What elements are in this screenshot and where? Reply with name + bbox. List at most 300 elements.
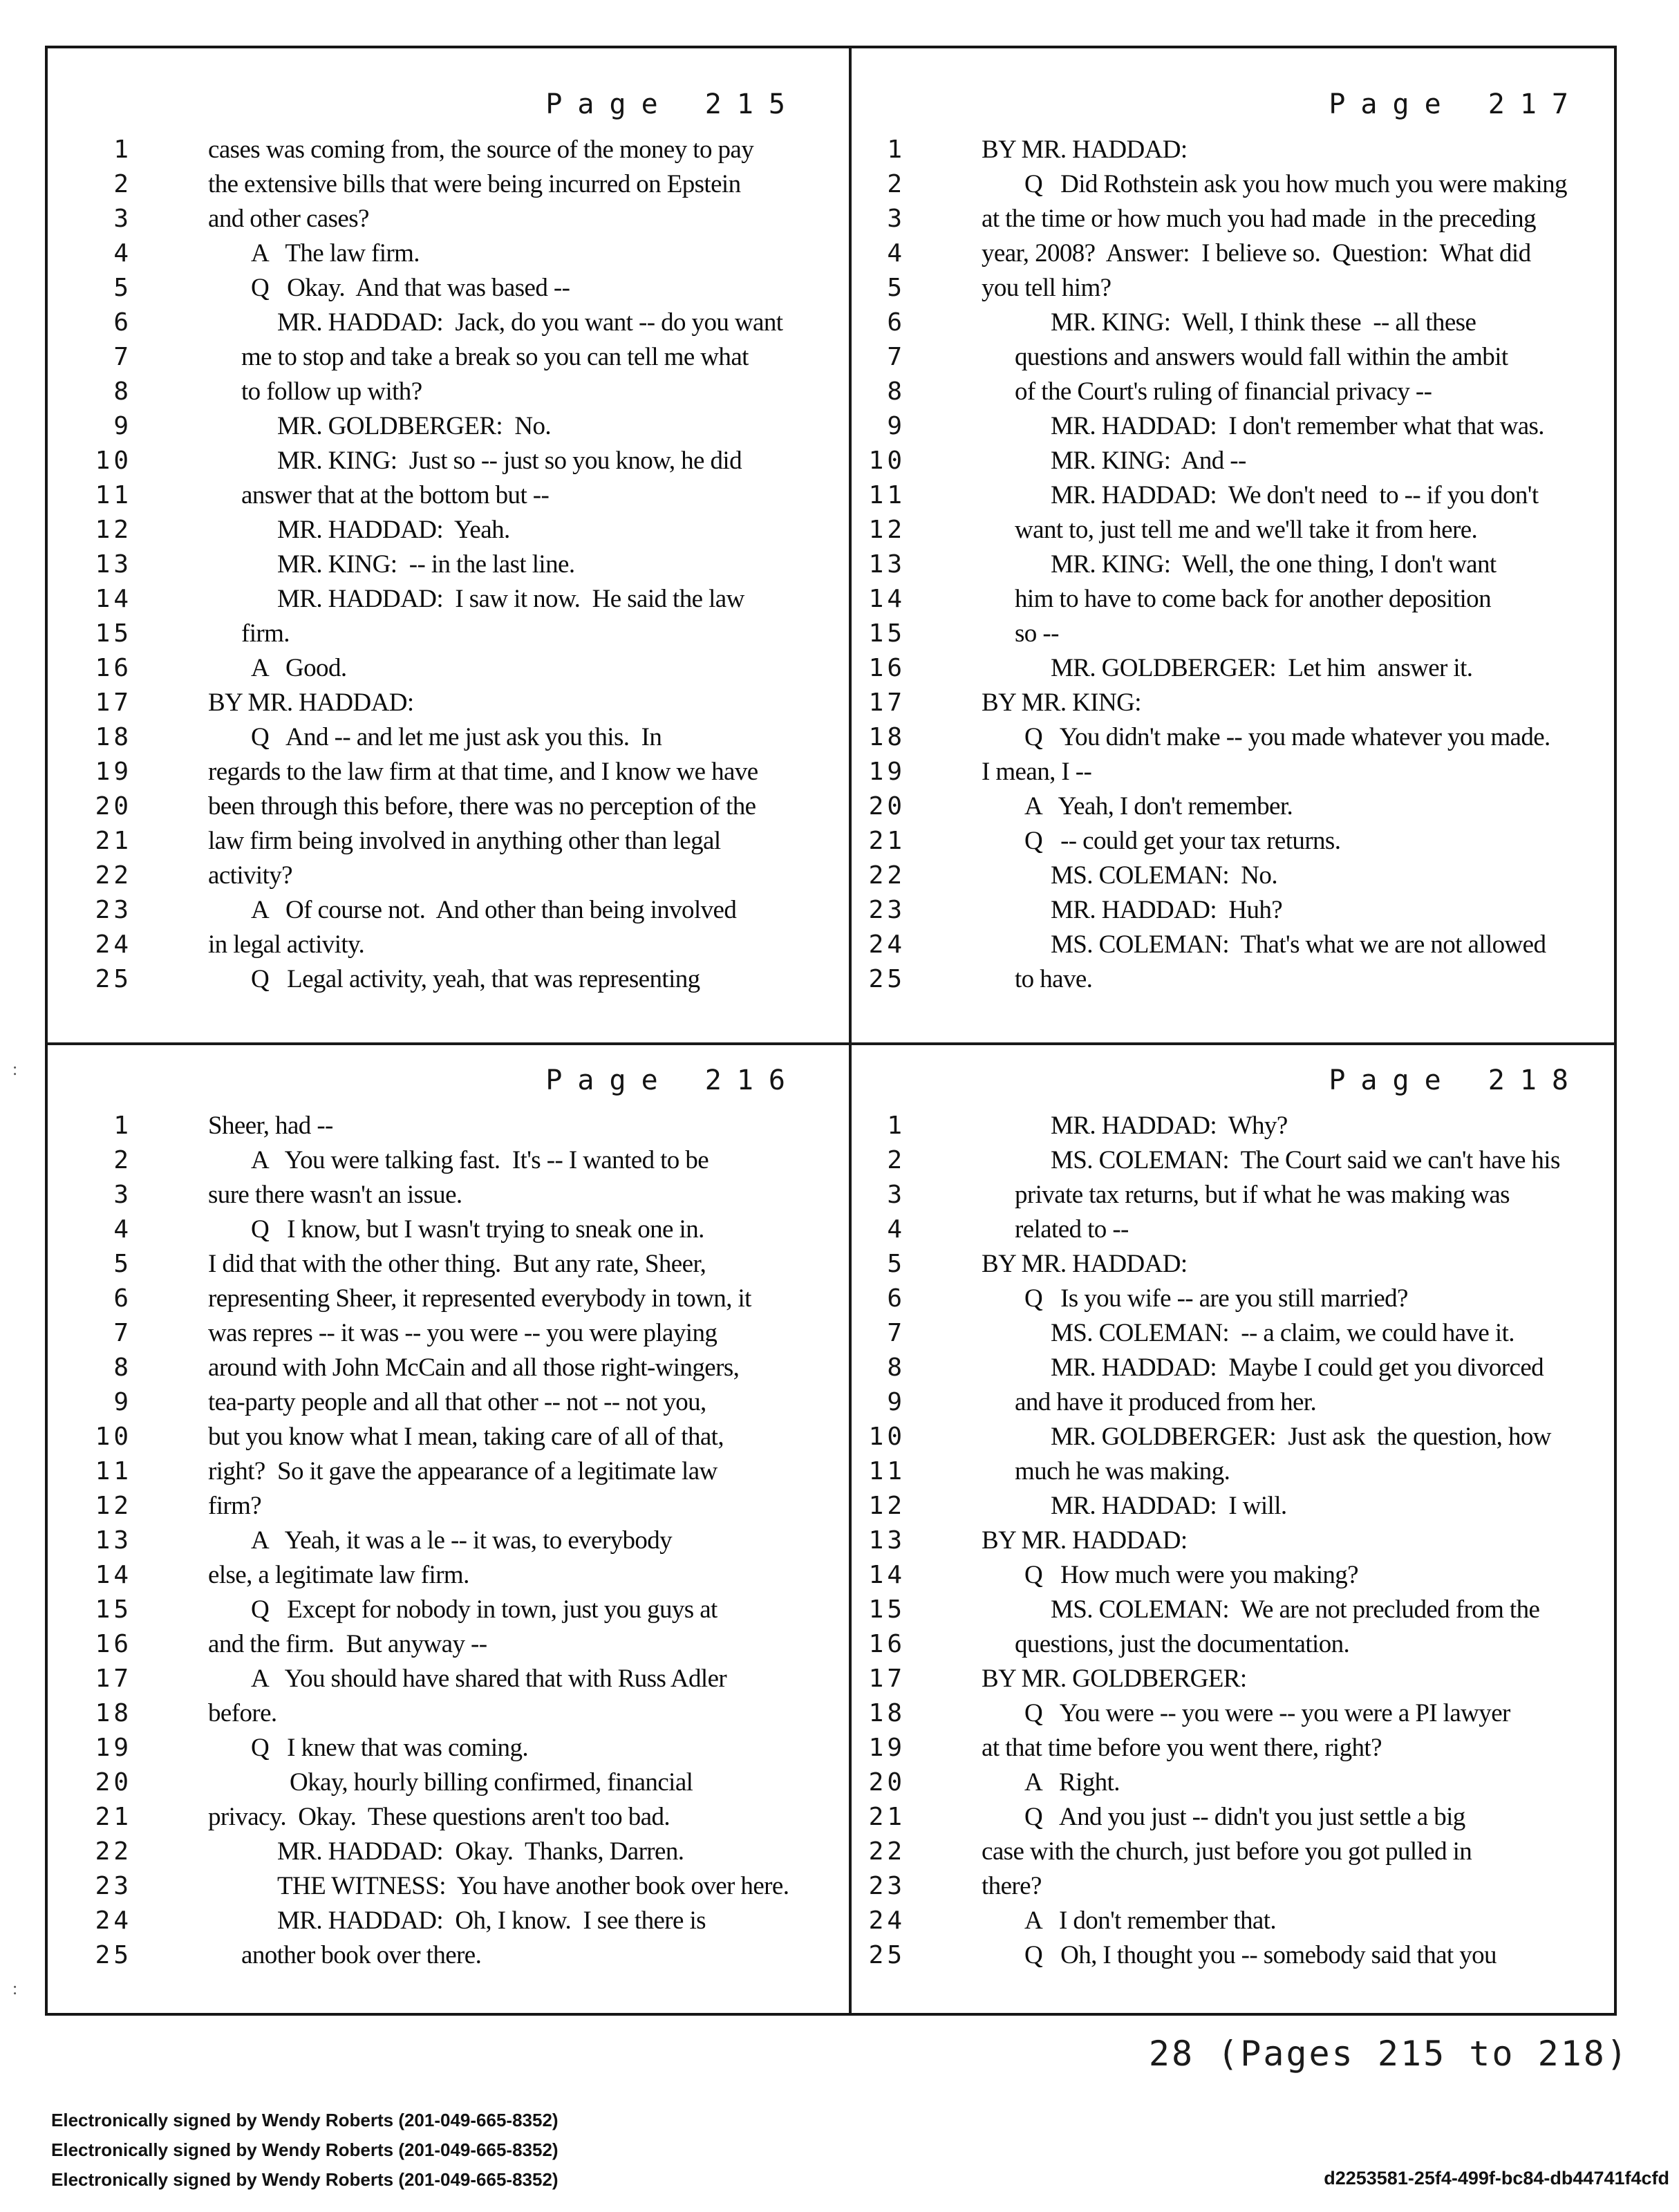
- line-number: 8: [887, 1353, 906, 1382]
- page-cell-218: [852, 1045, 1614, 2013]
- transcript-line: [852, 306, 1614, 340]
- line-text: to have.: [1015, 965, 1093, 993]
- line-text: MR. KING: -- in the last line.: [277, 550, 575, 579]
- transcript-line: [852, 478, 1614, 513]
- page-number-heading: Page 215: [545, 88, 800, 120]
- line-text: MR. HADDAD: Why?: [1051, 1112, 1288, 1140]
- transcript-line: [852, 271, 1614, 306]
- transcript-line: [48, 1904, 849, 1938]
- line-number: 22: [868, 861, 906, 890]
- transcript-line: [48, 1835, 849, 1869]
- line-text: Sheer, had --: [208, 1112, 333, 1140]
- electronic-signature-block: [51, 2106, 559, 2195]
- line-number: 17: [95, 1665, 132, 1693]
- line-number: 20: [95, 792, 132, 821]
- transcript-line: [852, 133, 1614, 167]
- transcript-line: [48, 1524, 849, 1558]
- transcript-line: [852, 1662, 1614, 1696]
- line-text: Q How much were you making?: [1024, 1561, 1359, 1589]
- line-text: answer that at the bottom but --: [241, 481, 550, 509]
- line-number: 11: [95, 481, 132, 509]
- transcript-line: [48, 1627, 849, 1662]
- transcript-line: [48, 236, 849, 271]
- transcript-line: [852, 1696, 1614, 1731]
- line-number: 14: [95, 585, 132, 613]
- transcript-line: [48, 478, 849, 513]
- transcript-line: [48, 893, 849, 928]
- line-number: 11: [868, 1457, 906, 1485]
- transcript-line: [48, 271, 849, 306]
- transcript-line: [48, 513, 849, 547]
- line-text: A You were talking fast. It's -- I wanted to be: [251, 1146, 709, 1174]
- line-number: 18: [868, 1699, 906, 1727]
- electronic-signature-line: Electronically signed by Wendy Roberts (201-049-665-8352): [51, 2110, 559, 2130]
- line-number: 10: [868, 1423, 906, 1451]
- line-number: 14: [868, 1561, 906, 1589]
- line-number: 9: [113, 1388, 132, 1416]
- line-number: 2: [887, 170, 906, 198]
- line-number: 3: [887, 1181, 906, 1209]
- line-number: 23: [868, 896, 906, 924]
- line-number: 22: [868, 1837, 906, 1866]
- transcript-line: [48, 1765, 849, 1800]
- line-text: you tell him?: [982, 274, 1111, 302]
- line-text: MR. GOLDBERGER: Just ask the question, how: [1051, 1423, 1551, 1451]
- line-number: 19: [95, 1734, 132, 1762]
- transcript-line: [48, 1247, 849, 1282]
- line-text: Q You didn't make -- you made whatever you made.: [1024, 723, 1550, 751]
- line-text: MR. HADDAD: Yeah.: [277, 516, 510, 544]
- line-text: regards to the law firm at that time, and I know we have: [208, 758, 758, 786]
- line-text: MS. COLEMAN: We are not precluded from the: [1051, 1595, 1540, 1624]
- line-number: 12: [95, 516, 132, 544]
- transcript-line: [852, 1351, 1614, 1385]
- electronic-signature-line: Electronically signed by Wendy Roberts (201-049-665-8352): [51, 2169, 559, 2190]
- transcript-line: [852, 1178, 1614, 1212]
- line-text: BY MR. HADDAD:: [982, 1250, 1188, 1278]
- transcript-line: [48, 1558, 849, 1593]
- transcript-line: [48, 720, 849, 755]
- line-text: Q Oh, I thought you -- somebody said that you: [1024, 1941, 1497, 1969]
- line-number: 14: [95, 1561, 132, 1589]
- line-text: want to, just tell me and we'll take it from here.: [1015, 516, 1478, 544]
- transcript-sheet-frame: [45, 46, 1617, 2016]
- transcript-line: [852, 824, 1614, 859]
- line-text: Q Legal activity, yeah, that was representing: [251, 965, 700, 993]
- line-number: 10: [95, 1423, 132, 1451]
- transcript-line: [852, 1938, 1614, 1973]
- line-text: MR. HADDAD: Jack, do you want -- do you want: [277, 308, 783, 337]
- line-text: tea-party people and all that other -- not -- not you,: [208, 1388, 706, 1416]
- transcript-line: [852, 789, 1614, 824]
- transcript-lines: [48, 133, 849, 997]
- line-number: 3: [113, 205, 132, 233]
- line-text: case with the church, just before you got pulled in: [982, 1837, 1472, 1866]
- transcript-line: [48, 375, 849, 409]
- line-text: THE WITNESS: You have another book over here.: [277, 1872, 789, 1900]
- line-text: and other cases?: [208, 205, 369, 233]
- transcript-line: [48, 202, 849, 236]
- line-text: been through this before, there was no perception of the: [208, 792, 756, 821]
- line-number: 8: [113, 1353, 132, 1382]
- line-number: 9: [113, 412, 132, 440]
- line-number: 4: [887, 1215, 906, 1244]
- transcript-line: [48, 1454, 849, 1489]
- line-number: 15: [868, 619, 906, 648]
- transcript-line: [852, 1524, 1614, 1558]
- line-number: 20: [868, 1768, 906, 1797]
- transcript-line: [48, 1938, 849, 1973]
- line-number: 16: [95, 1630, 132, 1658]
- line-number: 17: [868, 688, 906, 717]
- line-number: 11: [868, 481, 906, 509]
- line-number: 22: [95, 861, 132, 890]
- line-text: BY MR. HADDAD:: [982, 1526, 1188, 1555]
- line-text: before.: [208, 1699, 277, 1727]
- line-text: so --: [1015, 619, 1059, 648]
- transcript-line: [852, 1247, 1614, 1282]
- line-text: Q And you just -- didn't you just settle a big: [1024, 1803, 1465, 1831]
- transcript-line: [48, 651, 849, 686]
- electronic-signature-line: Electronically signed by Wendy Roberts (201-049-665-8352): [51, 2139, 559, 2160]
- line-text: BY MR. GOLDBERGER:: [982, 1665, 1247, 1693]
- line-text: there?: [982, 1872, 1042, 1900]
- line-number: 7: [113, 1319, 132, 1347]
- line-text: I mean, I --: [982, 758, 1092, 786]
- line-text: A Yeah, I don't remember.: [1024, 792, 1293, 821]
- line-number: 21: [868, 827, 906, 855]
- scan-speck: :: [12, 1978, 18, 1998]
- line-text: sure there wasn't an issue.: [208, 1181, 462, 1209]
- line-number: 6: [887, 308, 906, 337]
- line-text: MR. KING: And --: [1051, 447, 1246, 475]
- line-number: 19: [95, 758, 132, 786]
- line-number: 13: [868, 1526, 906, 1555]
- transcript-line: [48, 444, 849, 478]
- line-text: private tax returns, but if what he was making was: [1015, 1181, 1510, 1209]
- line-text: BY MR. HADDAD:: [982, 135, 1188, 164]
- transcript-line: [48, 686, 849, 720]
- transcript-line: [852, 1109, 1614, 1143]
- transcript-lines: [852, 133, 1614, 997]
- line-number: 5: [887, 1250, 906, 1278]
- line-number: 10: [868, 447, 906, 475]
- line-number: 21: [95, 1803, 132, 1831]
- transcript-line: [852, 236, 1614, 271]
- page-number-heading: Page 218: [1329, 1065, 1584, 1096]
- line-text: MR. GOLDBERGER: Let him answer it.: [1051, 654, 1473, 682]
- line-text: MR. HADDAD: We don't need to -- if you don't: [1051, 481, 1539, 509]
- transcript-line: [852, 1800, 1614, 1835]
- four-page-grid: [48, 48, 1614, 2013]
- line-text: questions and answers would fall within the ambit: [1015, 343, 1508, 371]
- line-text: cases was coming from, the source of the money to pay: [208, 135, 754, 164]
- transcript-lines: [48, 1109, 849, 1973]
- line-number: 25: [95, 965, 132, 993]
- line-text: MR. HADDAD: Maybe I could get you divorced: [1051, 1353, 1544, 1382]
- line-number: 24: [95, 1906, 132, 1935]
- line-text: privacy. Okay. These questions aren't too bad.: [208, 1803, 670, 1831]
- transcript-line: [48, 1109, 849, 1143]
- line-number: 16: [95, 654, 132, 682]
- transcript-line: [48, 824, 849, 859]
- line-number: 24: [868, 930, 906, 959]
- transcript-line: [852, 720, 1614, 755]
- transcript-line: [852, 1731, 1614, 1765]
- line-text: Q I knew that was coming.: [251, 1734, 528, 1762]
- transcript-line: [852, 651, 1614, 686]
- line-text: at that time before you went there, right?: [982, 1734, 1382, 1762]
- line-number: 19: [868, 758, 906, 786]
- transcript-line: [852, 1627, 1614, 1662]
- document-id-label: d2253581-25f4-499f-bc84-db44741f4cfd: [1324, 2168, 1669, 2188]
- line-text: else, a legitimate law firm.: [208, 1561, 469, 1589]
- page-cell-215: [48, 48, 852, 1045]
- line-number: 23: [95, 896, 132, 924]
- transcript-line: [48, 547, 849, 582]
- line-text: MS. COLEMAN: No.: [1051, 861, 1277, 890]
- line-text: law firm being involved in anything other than legal: [208, 827, 721, 855]
- transcript-line: [852, 202, 1614, 236]
- line-text: Q -- could get your tax returns.: [1024, 827, 1341, 855]
- line-number: 20: [95, 1768, 132, 1797]
- line-number: 4: [113, 1215, 132, 1244]
- transcript-line: [852, 1835, 1614, 1869]
- transcript-line: [48, 755, 849, 789]
- transcript-line: [48, 1489, 849, 1524]
- transcript-line: [48, 133, 849, 167]
- transcript-line: [48, 1212, 849, 1247]
- line-text: Q And -- and let me just ask you this. In: [251, 723, 662, 751]
- transcript-line: [48, 1385, 849, 1420]
- line-number: 2: [113, 170, 132, 198]
- line-number: 8: [887, 377, 906, 406]
- line-text: firm?: [208, 1492, 262, 1520]
- page-number-heading: Page 216: [545, 1065, 800, 1096]
- transcript-line: [852, 617, 1614, 651]
- line-number: 13: [95, 1526, 132, 1555]
- line-number: 15: [868, 1595, 906, 1624]
- transcript-line: [852, 1316, 1614, 1351]
- line-number: 17: [868, 1665, 906, 1693]
- line-number: 18: [95, 1699, 132, 1727]
- line-number: 25: [868, 1941, 906, 1969]
- transcript-line: [48, 1282, 849, 1316]
- line-number: 25: [868, 965, 906, 993]
- line-number: 5: [113, 274, 132, 302]
- line-text: and have it produced from her.: [1015, 1388, 1317, 1416]
- line-text: A I don't remember that.: [1024, 1906, 1277, 1935]
- line-number: 20: [868, 792, 906, 821]
- page-number-heading: Page 217: [1329, 88, 1584, 120]
- transcript-line: [48, 962, 849, 997]
- transcript-line: [852, 1143, 1614, 1178]
- line-number: 13: [95, 550, 132, 579]
- line-text: me to stop and take a break so you can tell me what: [241, 343, 749, 371]
- line-number: 6: [113, 1284, 132, 1313]
- line-text: MS. COLEMAN: That's what we are not allowed: [1051, 930, 1546, 959]
- transcript-line: [48, 1143, 849, 1178]
- transcript-line: [852, 582, 1614, 617]
- line-text: BY MR. KING:: [982, 688, 1141, 717]
- line-number: 13: [868, 550, 906, 579]
- line-number: 11: [95, 1457, 132, 1485]
- line-number: 9: [887, 1388, 906, 1416]
- line-number: 14: [868, 585, 906, 613]
- line-text: MR. HADDAD: Huh?: [1051, 896, 1283, 924]
- line-number: 16: [868, 1630, 906, 1658]
- transcript-line: [852, 1765, 1614, 1800]
- line-number: 12: [868, 516, 906, 544]
- line-number: 17: [95, 688, 132, 717]
- line-number: 23: [868, 1872, 906, 1900]
- line-number: 18: [95, 723, 132, 751]
- transcript-line: [852, 1489, 1614, 1524]
- line-text: MR. HADDAD: I don't remember what that was.: [1051, 412, 1544, 440]
- transcript-line: [48, 340, 849, 375]
- line-text: MR. HADDAD: Okay. Thanks, Darren.: [277, 1837, 684, 1866]
- sheet-page-range-label: 28 (Pages 215 to 218): [1148, 2034, 1629, 2074]
- transcript-line: [852, 513, 1614, 547]
- line-number: 16: [868, 654, 906, 682]
- transcript-line: [48, 928, 849, 962]
- line-text: MR. KING: Just so -- just so you know, he did: [277, 447, 742, 475]
- line-number: 23: [95, 1872, 132, 1900]
- line-text: MR. KING: Well, I think these -- all these: [1051, 308, 1476, 337]
- line-text: questions, just the documentation.: [1015, 1630, 1350, 1658]
- line-number: 7: [887, 1319, 906, 1347]
- line-number: 8: [113, 377, 132, 406]
- line-text: much he was making.: [1015, 1457, 1230, 1485]
- transcript-line: [48, 167, 849, 202]
- line-text: activity?: [208, 861, 292, 890]
- transcript-line: [48, 409, 849, 444]
- line-text: MS. COLEMAN: The Court said we can't have his: [1051, 1146, 1560, 1174]
- transcript-line: [852, 1212, 1614, 1247]
- line-text: to follow up with?: [241, 377, 422, 406]
- line-text: A You should have shared that with Russ Adler: [251, 1665, 727, 1693]
- line-text: I did that with the other thing. But any rate, Sheer,: [208, 1250, 706, 1278]
- transcript-line: [852, 1282, 1614, 1316]
- line-text: Q I know, but I wasn't trying to sneak one in.: [251, 1215, 704, 1244]
- transcript-line: [852, 928, 1614, 962]
- transcript-line: [48, 1420, 849, 1454]
- transcript-line: [852, 1385, 1614, 1420]
- line-number: 1: [113, 135, 132, 164]
- line-text: MR. HADDAD: I saw it now. He said the law: [277, 585, 744, 613]
- line-number: 18: [868, 723, 906, 751]
- line-text: firm.: [241, 619, 290, 648]
- line-number: 7: [887, 343, 906, 371]
- line-number: 15: [95, 619, 132, 648]
- line-number: 19: [868, 1734, 906, 1762]
- line-text: Okay, hourly billing confirmed, financial: [290, 1768, 693, 1797]
- line-number: 9: [887, 412, 906, 440]
- line-number: 21: [868, 1803, 906, 1831]
- transcript-line: [48, 1731, 849, 1765]
- line-number: 6: [887, 1284, 906, 1313]
- line-number: 21: [95, 827, 132, 855]
- line-text: around with John McCain and all those right-wingers,: [208, 1353, 740, 1382]
- transcript-line: [48, 1178, 849, 1212]
- transcript-line: [48, 1869, 849, 1904]
- line-text: A Of course not. And other than being involved: [251, 896, 737, 924]
- page-cell-216: [48, 1045, 852, 2013]
- transcript-line: [852, 1454, 1614, 1489]
- transcript-line: [852, 375, 1614, 409]
- line-number: 22: [95, 1837, 132, 1866]
- line-number: 12: [95, 1492, 132, 1520]
- transcript-line: [852, 547, 1614, 582]
- transcript-line: [48, 859, 849, 893]
- line-number: 2: [887, 1146, 906, 1174]
- transcript-line: [48, 617, 849, 651]
- line-text: Q You were -- you were -- you were a PI lawyer: [1024, 1699, 1510, 1727]
- line-text: but you know what I mean, taking care of all of that,: [208, 1423, 724, 1451]
- line-text: A The law firm.: [251, 239, 420, 268]
- line-text: of the Court's ruling of financial privacy --: [1015, 377, 1432, 406]
- line-number: 2: [113, 1146, 132, 1174]
- line-text: MR. GOLDBERGER: No.: [277, 412, 552, 440]
- line-number: 7: [113, 343, 132, 371]
- transcript-line: [852, 686, 1614, 720]
- transcript-line: [852, 1420, 1614, 1454]
- transcript-line: [852, 1904, 1614, 1938]
- transcript-line: [48, 789, 849, 824]
- transcript-line: [852, 755, 1614, 789]
- transcript-line: [852, 167, 1614, 202]
- line-number: 5: [887, 274, 906, 302]
- line-text: related to --: [1015, 1215, 1129, 1244]
- transcript-line: [852, 859, 1614, 893]
- line-text: Q Is you wife -- are you still married?: [1024, 1284, 1408, 1313]
- line-number: 24: [95, 930, 132, 959]
- transcript-line: [48, 1800, 849, 1835]
- transcript-lines: [852, 1109, 1614, 1973]
- transcript-line: [48, 582, 849, 617]
- transcript-line: [852, 409, 1614, 444]
- line-number: 4: [887, 239, 906, 268]
- line-number: 4: [113, 239, 132, 268]
- transcript-line: [852, 962, 1614, 997]
- line-number: 1: [887, 1112, 906, 1140]
- scan-speck: :: [12, 1059, 18, 1079]
- transcript-line: [48, 1351, 849, 1385]
- transcript-line: [852, 1869, 1614, 1904]
- line-text: representing Sheer, it represented everybody in town, it: [208, 1284, 751, 1313]
- line-number: 3: [887, 205, 906, 233]
- transcript-line: [48, 1696, 849, 1731]
- line-number: 15: [95, 1595, 132, 1624]
- line-text: him to have to come back for another deposition: [1015, 585, 1491, 613]
- line-text: and the firm. But anyway --: [208, 1630, 487, 1658]
- line-number: 12: [868, 1492, 906, 1520]
- line-text: A Right.: [1024, 1768, 1120, 1797]
- transcript-line: [852, 1558, 1614, 1593]
- line-text: another book over there.: [241, 1941, 482, 1969]
- line-text: at the time or how much you had made in the preceding: [982, 205, 1536, 233]
- line-number: 25: [95, 1941, 132, 1969]
- transcript-line: [48, 1316, 849, 1351]
- transcript-line: [852, 893, 1614, 928]
- line-text: MR. KING: Well, the one thing, I don't want: [1051, 550, 1497, 579]
- transcript-line: [48, 1593, 849, 1627]
- line-text: was repres -- it was -- you were -- you were playing: [208, 1319, 717, 1347]
- transcript-line: [48, 1662, 849, 1696]
- transcript-line: [48, 306, 849, 340]
- line-text: the extensive bills that were being incurred on Epstein: [208, 170, 741, 198]
- page-cell-217: [852, 48, 1614, 1045]
